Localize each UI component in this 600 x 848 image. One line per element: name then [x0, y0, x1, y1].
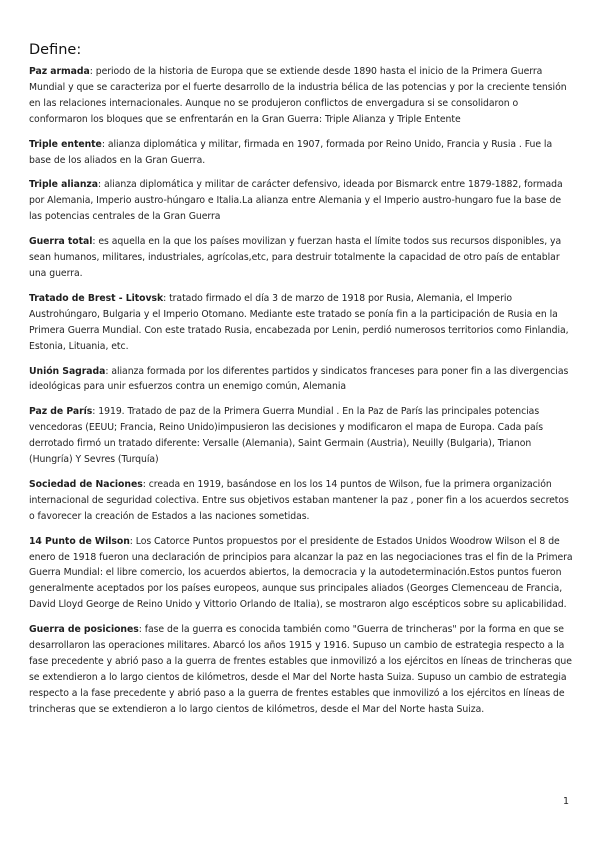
definition-term: Triple alianza [29, 179, 98, 191]
page-title: Define: [29, 42, 82, 58]
definition-sociedad-de-naciones [29, 477, 575, 525]
definition-text: : 1919. Tratado de paz de la Primera Guerra Mundial . En la Paz de París las principales potencias vencedoras (EEUU; Francia, Reino Unido)impusieron las decisiones y modificaron el mapa de Europa. Cada país derrotado firmó un tratado diferente: Versalle (Alemania), Saint Germain (Austria), Neuilly (Bulgaria), Trianon (Hungría) Y Sevres (Turquía) [29, 406, 543, 466]
definition-tratado-brest-litovsk [29, 291, 575, 355]
definition-text: : periodo de la historia de Europa que se extiende desde 1890 hasta el inicio de la Primera Guerra Mundial y que se caracteriza por el fuerte desarrollo de la industria bélica de las potencias y por la creciente tensión en las relaciones internacionales. Aunque no se produjeron conflictos de envergadura si se consolidaron o conformaron los bloques que se enfrentarán en la Gran Guerra: Triple Alianza y Triple Entente [29, 66, 567, 125]
definition-term: Guerra de posiciones [29, 624, 139, 636]
definition-text: : tratado firmado el día 3 de marzo de 1918 por Rusia, Alemania, el Imperio Austrohúngaro, Bulgaria y el Imperio Otomano. Mediante este tratado se ponía fin a la participación de Rusia en la Primera Guerra Mundial. Con este tratado Rusia, encabezada por Lenin, perdió numerosos territorios como Finlandia, Estonia, Lituania, etc. [29, 292, 569, 352]
definition-term: Sociedad de Naciones [29, 478, 143, 490]
definition-text: : alianza diplomática y militar de carácter defensivo, ideada por Bismarck entre 1879-1882, formada por Alemania, Imperio austro-húngaro e Italia.La alianza entre Alemania y el Imperio austro-hungaro fue la base de las potencias centrales de la Gran Guerra [29, 179, 563, 223]
definition-text: : alianza formada por los diferentes partidos y sindicatos franceses para poner fin a las divergencias ideológicas para unir esfuerzos contra un enemigo común, Alemania [29, 365, 569, 393]
definition-triple-entente [29, 137, 575, 169]
definition-term: 14 Punto de Wilson [29, 535, 130, 547]
definition-term: Paz de París [29, 406, 93, 418]
page-number: 1 [563, 796, 570, 807]
definition-paz-armada [29, 64, 575, 128]
definition-term: Guerra total [29, 236, 93, 248]
definition-guerra-de-posiciones [29, 622, 575, 717]
definitions-list [29, 64, 575, 727]
definition-guerra-total [29, 234, 575, 282]
definition-paz-de-paris [29, 404, 575, 468]
definition-14-puntos-wilson [29, 534, 575, 614]
definition-term: Paz armada [29, 66, 90, 77]
definition-term: Triple entente [29, 138, 102, 150]
definition-union-sagrada [29, 364, 575, 396]
definition-text: : creada en 1919, basándose en los los 14 puntos de Wilson, fue la primera organización internacional de seguridad colectiva. Entre sus objetivos estaban mantener la paz , poner fin a los acuerdos secretos o favorecer la creación de Estados a las naciones sometidas. [29, 478, 569, 522]
definition-text: : fase de la guerra es conocida también como "Guerra de trincheras" por la forma en que se desarrollaron las operaciones militares. Abarcó los años 1915 y 1916. Supuso un cambio de estrategia respecto a la fase precedente y abrió paso a la guerra de frentes estables que inmovilizó a los ejércitos en líneas de trincheras que se extendieron a lo largo cientos de kilómetros, desde el Mar del Norte hasta Suiza. Supuso un cambio de estrategia respecto a la fase precedente y abrió paso a la guerra de frentes estables que inmovilizó a los ejércitos en líneas de trincheras que se extendieron a lo largo cientos de kilómetros, desde el Mar del Norte hasta Suiza. [29, 624, 572, 715]
definition-text: : alianza diplomática y militar, firmada en 1907, formada por Reino Unido, Francia y Rusia . Fue la base de los aliados en la Gran Guerra. [29, 138, 553, 166]
definition-text: : Los Catorce Puntos propuestos por el presidente de Estados Unidos Woodrow Wilson el 8 de enero de 1918 fueron una declaración de principios para alcanzar la paz en las negociaciones tras el fin de la Primera Guerra Mundial: el libre comercio, los acuerdos abiertos, la democracia y la autodeterminación.Estos puntos fueron generalmente aceptados por los países europeos, aunque sus principales aliados (Georges Clemenceau de Francia, David Lloyd George de Reino Unido y Vittorio Orlando de Italia), se mostraron algo escépticos sobre su aplicabilidad. [29, 535, 573, 611]
definition-term: Unión Sagrada [29, 365, 106, 377]
definition-text: : es aquella en la que los países movilizan y fuerzan hasta el límite todos sus recursos disponibles, ya sean humanos, militares, industriales, agrícolas,etc, para destruir totalmente la capacidad de otro país de entablar una guerra. [29, 236, 562, 279]
definition-term: Tratado de Brest - Litovsk [29, 292, 164, 304]
definition-triple-alianza [29, 177, 575, 225]
